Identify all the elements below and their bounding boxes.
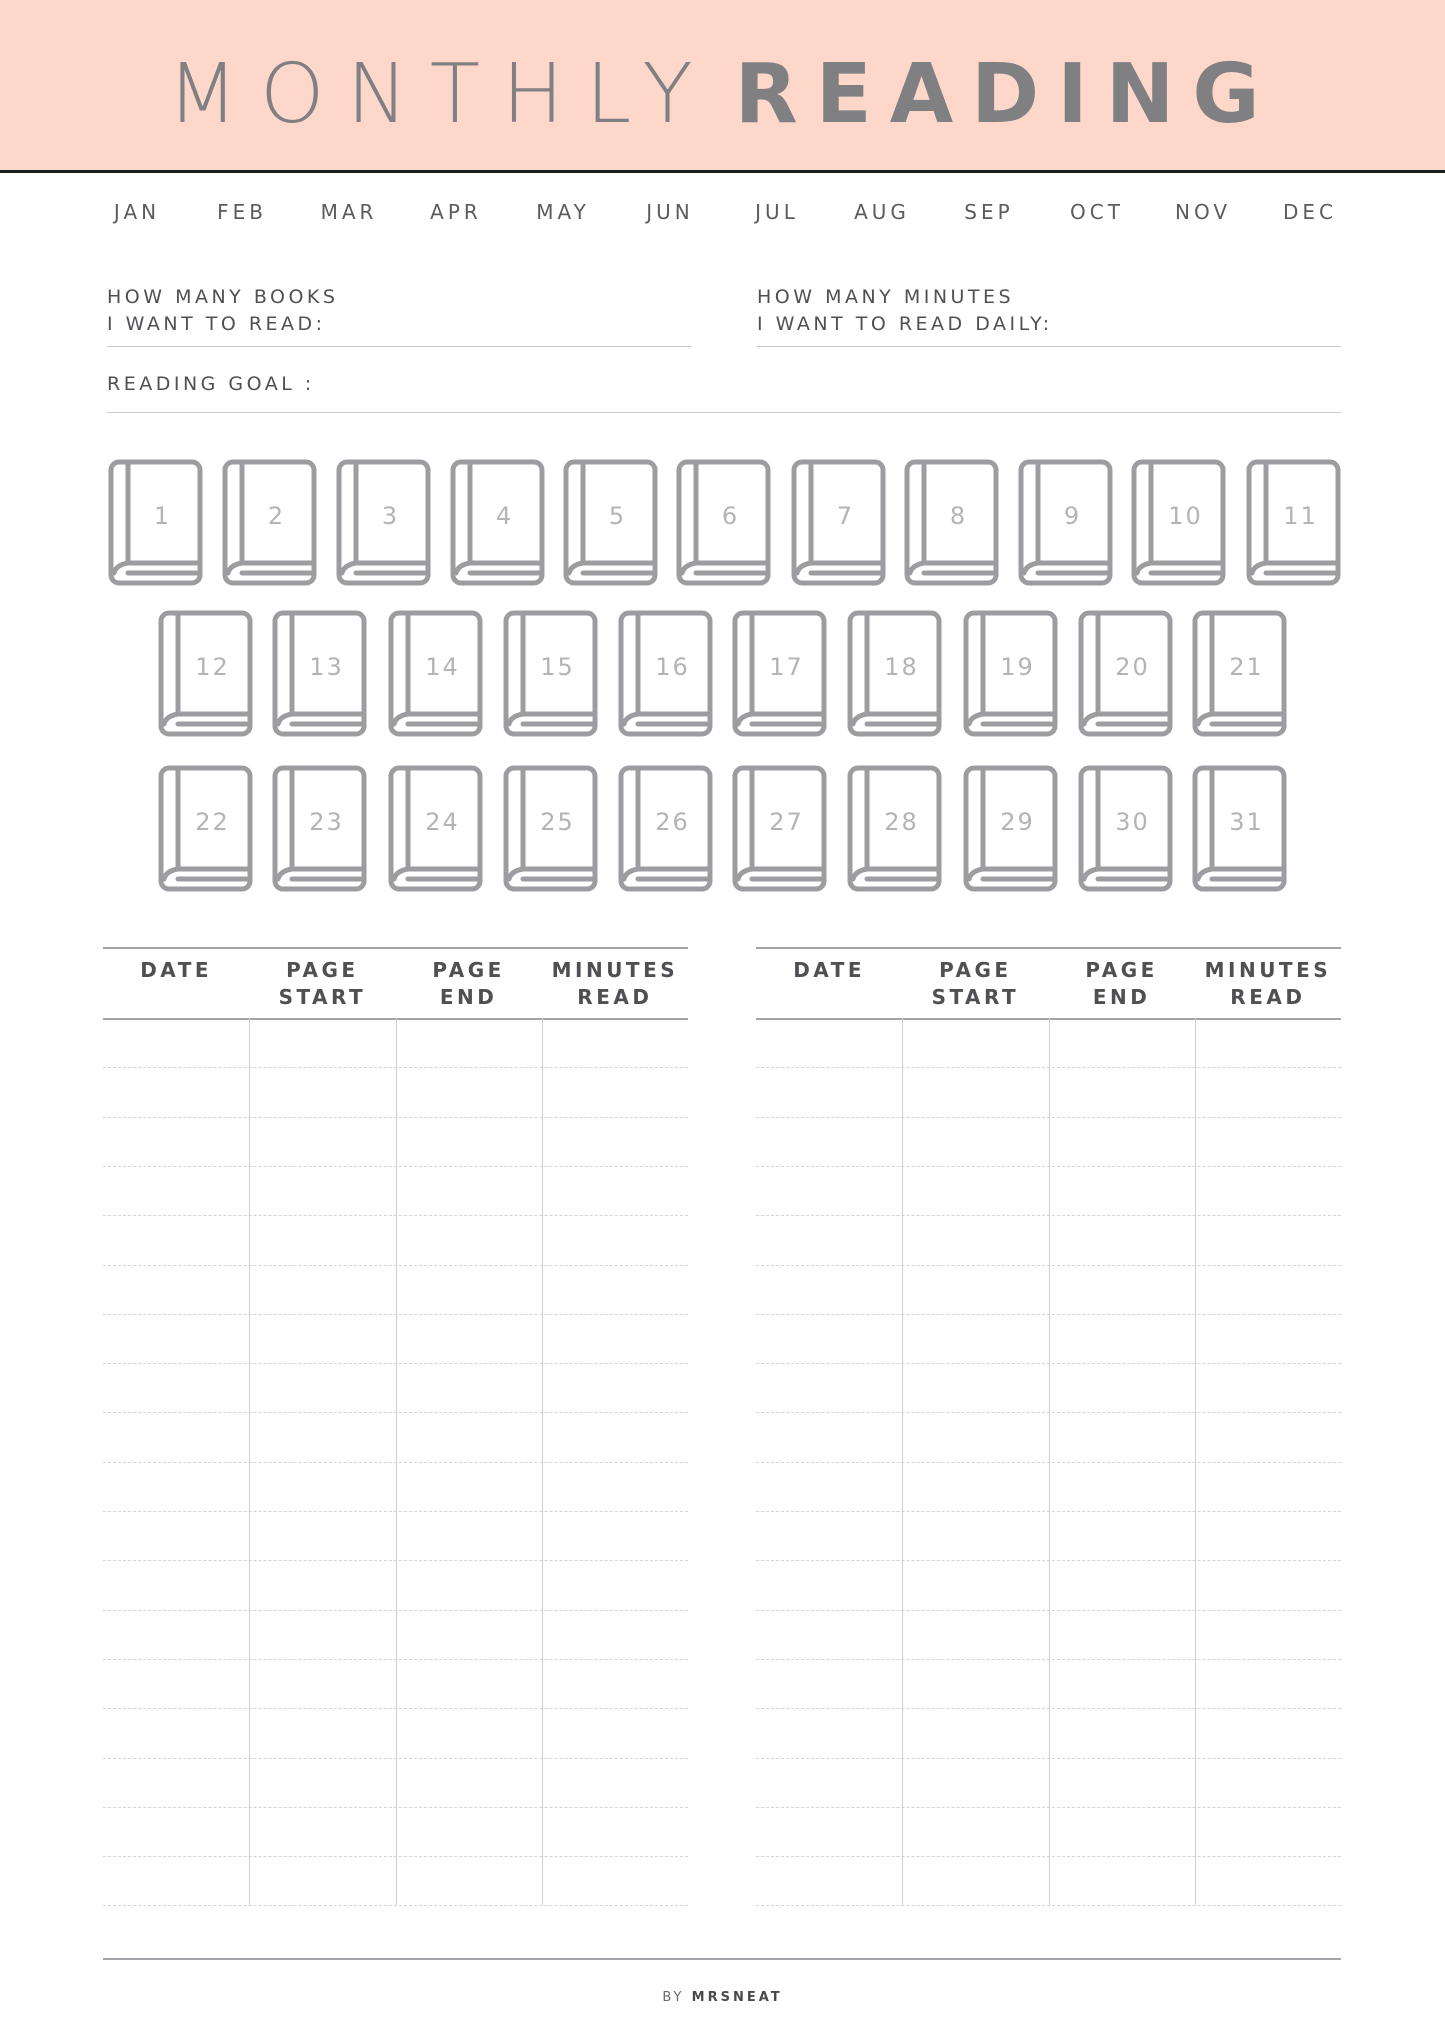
column-header	[542, 957, 688, 1011]
book-3[interactable]	[336, 459, 431, 586]
column-divider	[1195, 1018, 1196, 1905]
book-number: 27	[769, 807, 804, 836]
book-4[interactable]	[450, 459, 545, 586]
footer-divider	[103, 1958, 1341, 1960]
book-number: 17	[769, 652, 804, 681]
book-number: 19	[1000, 652, 1035, 681]
book-29[interactable]	[963, 765, 1058, 892]
column-header-line1: DATE	[793, 958, 866, 982]
column-header	[249, 957, 395, 1011]
book-number: 18	[884, 652, 919, 681]
reading-goal-label: READING GOAL :	[107, 373, 315, 395]
book-31[interactable]	[1192, 765, 1287, 892]
table-row[interactable]	[103, 1905, 688, 1906]
column-header-line1: MINUTES	[1204, 958, 1332, 982]
book-14[interactable]	[388, 610, 483, 737]
month-may[interactable]: MAY	[536, 200, 590, 224]
column-divider	[249, 1018, 250, 1905]
month-jun[interactable]: JUN	[646, 200, 694, 224]
book-16[interactable]	[618, 610, 713, 737]
reading-log-table-2	[756, 947, 1341, 1907]
month-mar[interactable]: MAR	[320, 200, 378, 224]
book-number: 31	[1229, 807, 1264, 836]
book-21[interactable]	[1192, 610, 1287, 737]
month-jan[interactable]: JAN	[113, 200, 161, 224]
column-header	[103, 957, 249, 984]
title-light: MONTHLY	[167, 47, 715, 142]
book-6[interactable]	[676, 459, 771, 586]
book-24[interactable]	[388, 765, 483, 892]
book-28[interactable]	[847, 765, 942, 892]
column-header-line1: PAGE	[432, 958, 505, 982]
book-number: 5	[608, 501, 627, 530]
column-header-line2: END	[439, 985, 498, 1009]
column-header-line1: MINUTES	[551, 958, 679, 982]
book-number: 13	[309, 652, 344, 681]
column-header	[756, 957, 902, 984]
footer-brand: MRSNEAT	[691, 1990, 783, 2005]
month-nov[interactable]: NOV	[1174, 200, 1232, 224]
column-header	[1049, 957, 1195, 1011]
book-number: 3	[381, 501, 400, 530]
book-number: 15	[540, 652, 575, 681]
column-divider	[396, 1018, 397, 1905]
books-goal-label-line1: HOW MANY BOOKS	[107, 286, 339, 308]
book-30[interactable]	[1078, 765, 1173, 892]
title-bold: READING	[734, 47, 1278, 142]
book-17[interactable]	[732, 610, 827, 737]
book-number: 7	[836, 501, 855, 530]
book-25[interactable]	[503, 765, 598, 892]
book-number: 23	[309, 807, 344, 836]
book-19[interactable]	[963, 610, 1058, 737]
book-number: 28	[884, 807, 919, 836]
month-jul[interactable]: JUL	[755, 200, 799, 224]
minutes-goal-label	[757, 284, 1053, 338]
book-23[interactable]	[272, 765, 367, 892]
book-number: 10	[1168, 501, 1203, 530]
book-5[interactable]	[563, 459, 658, 586]
book-number: 4	[495, 501, 514, 530]
book-number: 8	[949, 501, 968, 530]
month-aug[interactable]: AUG	[854, 200, 910, 224]
minutes-goal-label-line1: HOW MANY MINUTES	[757, 286, 1015, 308]
reading-log-table-1	[103, 947, 688, 1907]
book-number: 14	[425, 652, 460, 681]
minutes-goal-input[interactable]	[757, 346, 1341, 347]
book-number: 11	[1283, 501, 1318, 530]
book-13[interactable]	[272, 610, 367, 737]
book-number: 6	[721, 501, 740, 530]
column-header-line1: PAGE	[1085, 958, 1158, 982]
book-1[interactable]	[108, 459, 203, 586]
month-sep[interactable]: SEP	[964, 200, 1014, 224]
book-27[interactable]	[732, 765, 827, 892]
column-header	[902, 957, 1048, 1011]
book-number: 21	[1229, 652, 1264, 681]
month-oct[interactable]: OCT	[1070, 200, 1124, 224]
column-divider	[1049, 1018, 1050, 1905]
reading-goal-input[interactable]	[107, 412, 1341, 413]
book-18[interactable]	[847, 610, 942, 737]
book-number: 22	[195, 807, 230, 836]
book-number: 9	[1063, 501, 1082, 530]
column-header-line2: READ	[577, 985, 653, 1009]
book-26[interactable]	[618, 765, 713, 892]
table-top-border	[103, 947, 688, 949]
column-divider	[542, 1018, 543, 1905]
book-12[interactable]	[158, 610, 253, 737]
book-number: 26	[655, 807, 690, 836]
month-dec[interactable]: DEC	[1282, 200, 1338, 224]
column-header-line1: PAGE	[939, 958, 1012, 982]
column-header	[1195, 957, 1341, 1011]
column-header-line1: DATE	[140, 958, 213, 982]
book-number: 30	[1115, 807, 1150, 836]
book-2[interactable]	[222, 459, 317, 586]
books-goal-label	[107, 284, 338, 338]
book-number: 16	[655, 652, 690, 681]
books-goal-label-line2: I WANT TO READ:	[107, 313, 326, 335]
book-10[interactable]	[1131, 459, 1226, 586]
book-number: 1	[153, 501, 172, 530]
minutes-goal-label-line2: I WANT TO READ DAILY:	[757, 313, 1053, 335]
page-title	[0, 47, 1445, 142]
book-20[interactable]	[1078, 610, 1173, 737]
table-row[interactable]	[756, 1905, 1341, 1906]
month-apr[interactable]: APR	[430, 200, 482, 224]
table-top-border	[756, 947, 1341, 949]
book-7[interactable]	[791, 459, 886, 586]
book-number: 29	[1000, 807, 1035, 836]
book-8[interactable]	[904, 459, 999, 586]
book-number: 20	[1115, 652, 1150, 681]
column-header-line2: READ	[1230, 985, 1306, 1009]
column-header-line2: START	[931, 985, 1020, 1009]
book-number: 24	[425, 807, 460, 836]
footer-by: BY	[662, 1990, 685, 2005]
column-header-line2: START	[278, 985, 367, 1009]
book-15[interactable]	[503, 610, 598, 737]
column-header-line2: END	[1092, 985, 1151, 1009]
month-feb[interactable]: FEB	[217, 200, 267, 224]
book-9[interactable]	[1018, 459, 1113, 586]
book-11[interactable]	[1246, 459, 1341, 586]
book-number: 2	[267, 501, 286, 530]
book-22[interactable]	[158, 765, 253, 892]
book-number: 25	[540, 807, 575, 836]
column-header	[396, 957, 542, 1011]
column-divider	[902, 1018, 903, 1905]
column-header-line1: PAGE	[286, 958, 359, 982]
books-goal-input[interactable]	[107, 346, 691, 347]
footer	[0, 1990, 1445, 2005]
book-number: 12	[195, 652, 230, 681]
